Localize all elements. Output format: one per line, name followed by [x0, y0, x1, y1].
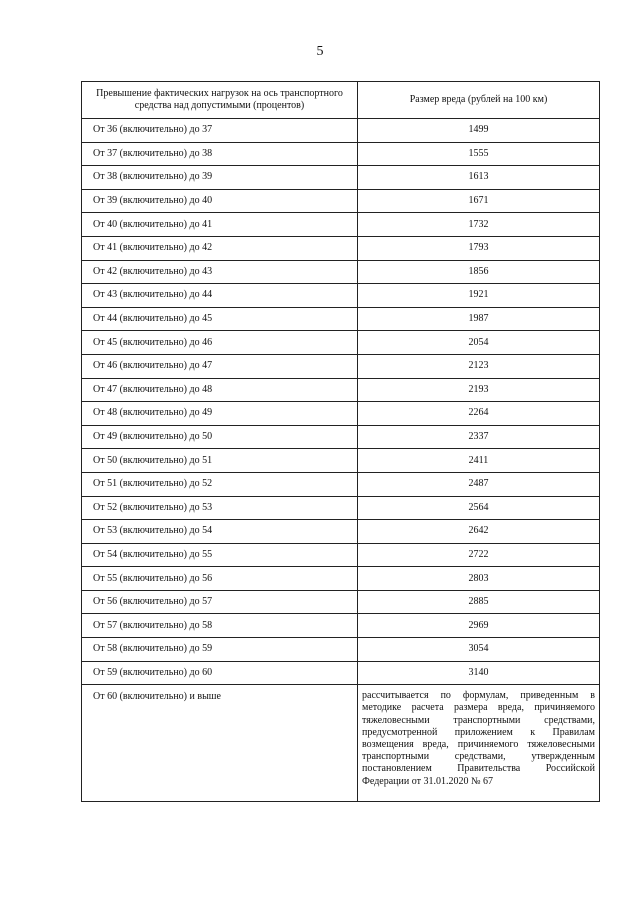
overload-range-cell: От 58 (включительно) до 59	[82, 638, 358, 662]
table-row	[82, 685, 600, 802]
damage-amount-cell: 2054	[358, 331, 600, 355]
table-header-row	[82, 82, 600, 119]
damage-amount-cell: 2642	[358, 520, 600, 544]
table-row	[82, 614, 600, 638]
table-row	[82, 520, 600, 544]
table-row	[82, 543, 600, 567]
table-row	[82, 119, 600, 143]
table-row	[82, 590, 600, 614]
table-row	[82, 213, 600, 237]
damage-amount-cell: 1921	[358, 284, 600, 308]
table-row	[82, 638, 600, 662]
table-row	[82, 661, 600, 685]
damage-amount-cell: рассчитывается по формулам, приведенным в методике расчета размера вреда, причиняемого тяжеловесными транспортными средствами, предусмотренной приложением к Правилам возмещения вреда, причиняемого тяжеловесными транспортными средствами, утвержденным постановлением Правительства Российской Федерации от 31.01.2020 № 67	[358, 685, 600, 802]
overload-range-cell: От 41 (включительно) до 42	[82, 236, 358, 260]
overload-range-cell: От 46 (включительно) до 47	[82, 354, 358, 378]
overload-range-cell: От 50 (включительно) до 51	[82, 449, 358, 473]
table-row	[82, 449, 600, 473]
overload-range-cell: От 42 (включительно) до 43	[82, 260, 358, 284]
damage-amount-cell: 1856	[358, 260, 600, 284]
damage-amount-cell: 2487	[358, 472, 600, 496]
overload-range-cell: От 52 (включительно) до 53	[82, 496, 358, 520]
damage-amount-cell: 2564	[358, 496, 600, 520]
damage-amount-cell: 1499	[358, 119, 600, 143]
damage-amount-cell: 1671	[358, 189, 600, 213]
table-row	[82, 166, 600, 190]
damage-amount-cell: 2411	[358, 449, 600, 473]
damage-amount-cell: 2337	[358, 425, 600, 449]
overload-range-cell: От 49 (включительно) до 50	[82, 425, 358, 449]
overload-range-cell: От 55 (включительно) до 56	[82, 567, 358, 591]
damage-amount-cell: 2264	[358, 402, 600, 426]
damage-amount-cell: 1987	[358, 307, 600, 331]
damage-amount-cell: 2193	[358, 378, 600, 402]
overload-range-cell: От 47 (включительно) до 48	[82, 378, 358, 402]
table-row	[82, 354, 600, 378]
damage-amount-cell: 1793	[358, 236, 600, 260]
damage-amount-cell: 3140	[358, 661, 600, 685]
table-row	[82, 496, 600, 520]
overload-range-cell: От 57 (включительно) до 58	[82, 614, 358, 638]
table-row	[82, 142, 600, 166]
overload-range-cell: От 43 (включительно) до 44	[82, 284, 358, 308]
table-row	[82, 378, 600, 402]
overload-range-cell: От 53 (включительно) до 54	[82, 520, 358, 544]
overload-range-cell: От 60 (включительно) и выше	[82, 685, 358, 802]
header-damage-amount: Размер вреда (рублей на 100 км)	[358, 82, 600, 119]
damage-amount-cell: 1555	[358, 142, 600, 166]
header-overload-percent: Превышение фактических нагрузок на ось транспортного средства над допустимыми (процентов)	[82, 82, 358, 119]
damage-amount-cell: 3054	[358, 638, 600, 662]
table-row	[82, 472, 600, 496]
overload-range-cell: От 40 (включительно) до 41	[82, 213, 358, 237]
overload-range-cell: От 48 (включительно) до 49	[82, 402, 358, 426]
overload-range-cell: От 45 (включительно) до 46	[82, 331, 358, 355]
table-row	[82, 284, 600, 308]
overload-range-cell: От 36 (включительно) до 37	[82, 119, 358, 143]
table-row	[82, 236, 600, 260]
damage-amount-cell: 2969	[358, 614, 600, 638]
damage-amount-cell: 1613	[358, 166, 600, 190]
damage-rate-table	[81, 81, 600, 802]
table-row	[82, 402, 600, 426]
table-row	[82, 189, 600, 213]
table-row	[82, 567, 600, 591]
overload-range-cell: От 56 (включительно) до 57	[82, 590, 358, 614]
overload-range-cell: От 59 (включительно) до 60	[82, 661, 358, 685]
damage-amount-cell: 2722	[358, 543, 600, 567]
overload-range-cell: От 38 (включительно) до 39	[82, 166, 358, 190]
table-row	[82, 425, 600, 449]
page-number: 5	[316, 44, 324, 59]
overload-range-cell: От 39 (включительно) до 40	[82, 189, 358, 213]
damage-amount-cell: 2885	[358, 590, 600, 614]
damage-amount-cell: 1732	[358, 213, 600, 237]
damage-amount-cell: 2123	[358, 354, 600, 378]
table-body	[82, 119, 600, 802]
overload-range-cell: От 37 (включительно) до 38	[82, 142, 358, 166]
overload-range-cell: От 54 (включительно) до 55	[82, 543, 358, 567]
overload-range-cell: От 44 (включительно) до 45	[82, 307, 358, 331]
table-row	[82, 307, 600, 331]
table-row	[82, 260, 600, 284]
table-row	[82, 331, 600, 355]
overload-range-cell: От 51 (включительно) до 52	[82, 472, 358, 496]
damage-amount-cell: 2803	[358, 567, 600, 591]
